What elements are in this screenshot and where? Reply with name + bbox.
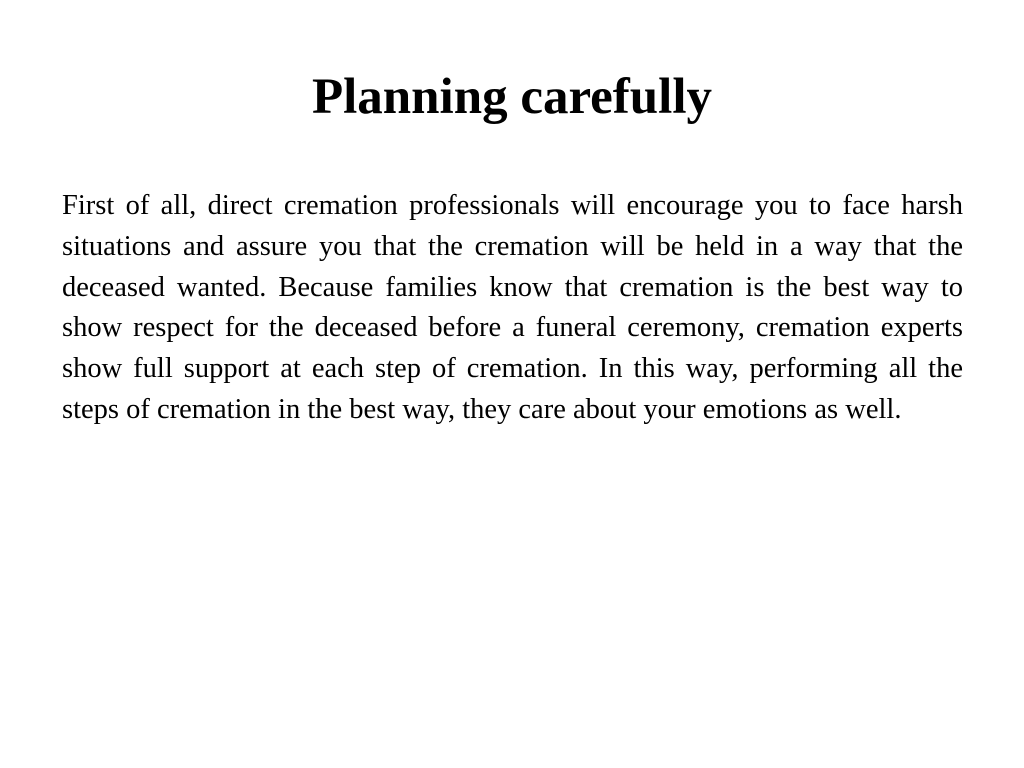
slide-title: Planning carefully bbox=[311, 69, 712, 125]
slide-body-paragraph: First of all, direct cremation professionals will encourage you to face harsh situations and assure you that the cremation will be held in a way that the deceased wanted. Because families know that cremation is the best way to show respect for the deceased before a funeral ceremony, cremation experts show full support at each step of cremation. In this way, performing all the steps of cremation in the best way, they care about your emotions as well. bbox=[62, 190, 963, 425]
